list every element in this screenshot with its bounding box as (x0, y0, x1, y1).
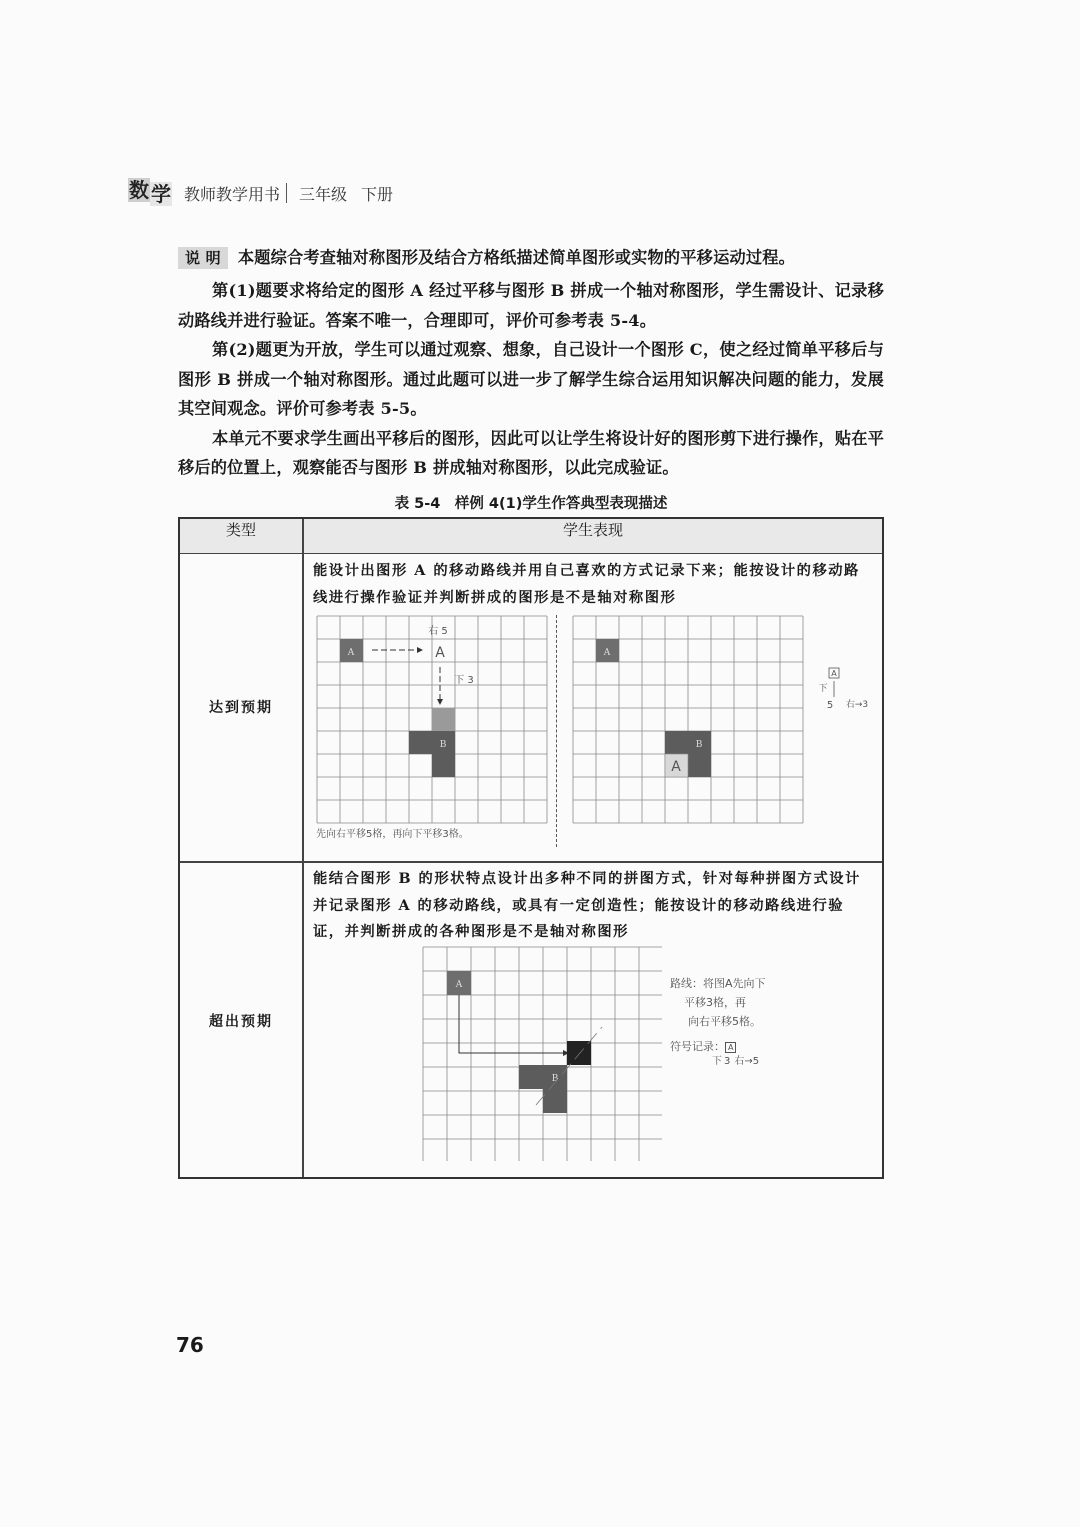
volume-label: 下册 (361, 184, 394, 204)
code-down: 下 (818, 684, 828, 694)
route-note-3: 向右平移5格。 (688, 1015, 761, 1028)
paragraph-1: 第(1)题要求将给定的图形 A 经过平移与图形 B 拼成一个轴对称图形，学生需设计、记录移动路线并进行验证。答案不唯一，合理即可，评价可参考表 5-4。 (178, 281, 884, 330)
row-divider (180, 861, 882, 863)
down-3-note: 下 3 (454, 675, 474, 686)
row2-description: 能结合图形 B 的形状特点设计出多种不同的拼图方式，针对每种拼图方式设计并记录图形 A 的移动路线，或具有一定创造性；能按设计的移动路线进行验证，并判断拼成的各种图形是不是轴对称图形 (313, 871, 861, 940)
body-text (178, 276, 884, 483)
table-header-row (180, 519, 882, 554)
right-5-note: 右 5 (428, 626, 448, 637)
header-divider (286, 183, 287, 203)
figure-separator (556, 615, 557, 847)
note-tag: 说 明 (178, 247, 228, 269)
header-type: 类型 (225, 521, 256, 539)
route-note-1: 路线：将图A先向下 (670, 977, 766, 990)
note-text: 本题综合考查轴对称图形及结合方格纸描述简单图形或实物的平移运动过程。 (237, 248, 796, 267)
column-divider (302, 519, 304, 1177)
code-note-right: 右→5 (734, 1056, 760, 1067)
move-path (459, 995, 566, 1053)
grade-label: 三年级 (299, 184, 348, 204)
code-note-label: 符号记录： (670, 1040, 725, 1053)
shape-b-top-right (665, 731, 711, 754)
code-box-label: A (831, 669, 837, 678)
shape-b-label-bottom: B (551, 1074, 559, 1084)
row1-type: 达到预期 (209, 700, 273, 716)
evaluation-table (178, 517, 884, 1179)
running-header (128, 178, 393, 208)
shape-b-label: B (439, 740, 447, 750)
route-note-2: 平移3格，再 (684, 996, 746, 1009)
handwritten-a-right: A (671, 759, 681, 775)
shape-b-stem (432, 754, 455, 777)
shape-b-label-right: B (695, 740, 703, 750)
row2-type: 超出预期 (209, 1014, 273, 1030)
figure-grid-left (314, 613, 550, 851)
book-title: 教师教学用书 (184, 184, 281, 204)
shape-a-moved-bottom (567, 1041, 591, 1065)
code-note-box: A (725, 1042, 736, 1053)
code-note (670, 1037, 766, 1056)
header-performance: 学生表现 (562, 521, 623, 539)
note-paragraph (178, 243, 884, 273)
shape-b-stem-bottom (543, 1089, 567, 1113)
shape-b-stem-right (688, 754, 711, 777)
shape-a-label-bottom: A (455, 980, 463, 990)
figure-grid-bottom (422, 945, 662, 1161)
shape-a-label-right: A (603, 648, 611, 658)
handwritten-a: A (435, 645, 445, 661)
code-five: 5 (826, 700, 834, 711)
figure-grid-right (570, 613, 870, 828)
table-title: 表 5-4 样例 4(1)学生作答典型表现描述 (394, 496, 668, 512)
code-right: 右→3 (845, 700, 869, 710)
row1-description: 能设计出图形 A 的移动路线并用自己喜欢的方式记录下来；能按设计的移动路线进行操作验证并判断拼成的图形是不是轴对称图形 (313, 563, 860, 606)
code-note-down: 下 (712, 1056, 722, 1067)
shape-a-label: A (347, 648, 355, 658)
move-down-arrowhead (437, 699, 443, 705)
figure1-caption: 先向右平移5格，再向下平移3格。 (316, 829, 469, 840)
paragraph-3: 本单元不要求学生画出平移后的图形，因此可以让学生将设计好的图形剪下进行操作，贴在平移后的位置上，观察能否与图形 B 拼成轴对称图形，以此完成验证。 (178, 428, 884, 477)
logo-char-shu: 数 (129, 178, 149, 202)
code-note-3: 3 (724, 1056, 731, 1067)
logo-char-xue: 学 (151, 182, 171, 206)
subject-logo (128, 178, 178, 208)
shape-b-top (409, 731, 455, 754)
figure3-notes (670, 974, 766, 1068)
paragraph-2: 第(2)题更为开放，学生可以通过观察、想象，自己设计一个图形 C，使之经过简单平移后与图形 B 拼成一个轴对称图形。通过此题可以进一步了解学生综合运用知识解决问题的能力，发展其空间观念。评价可参考表 5-5。 (178, 340, 884, 418)
page-number: 76 (176, 1333, 204, 1357)
shape-a-moved (432, 708, 455, 731)
move-right-arrowhead (417, 647, 423, 653)
shape-b-top-bottom (519, 1065, 567, 1089)
code-note-line (670, 1056, 766, 1068)
